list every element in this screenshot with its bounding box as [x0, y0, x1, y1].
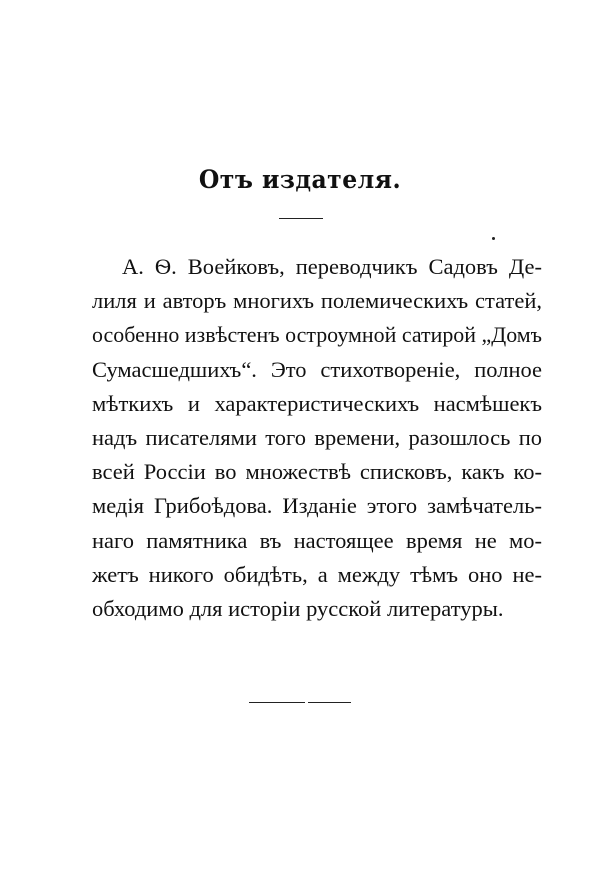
heading-divider	[279, 218, 323, 219]
text-line: надъ писателями того времени, разошлось по	[92, 424, 542, 450]
text-line: А. Ѳ. Воейковъ, переводчикъ Садовъ Де-	[122, 254, 542, 279]
text-line: жетъ никого обидѣть, а между тѣмъ оно не-	[92, 561, 542, 587]
text-line: наго памятника въ настоящее время не мо-	[92, 527, 542, 553]
text-line: обходимо для исторіи русской литературы.	[92, 595, 504, 621]
publisher-note-paragraph	[92, 250, 542, 626]
end-divider-gap	[305, 700, 308, 705]
end-divider	[249, 702, 351, 703]
page-title: Отъ издателя.	[198, 165, 402, 194]
text-line: лиля и авторъ многихъ полемическихъ статей,	[92, 288, 542, 314]
text-line: Сумасшедшихъ“. Это стихотвореніе, полное	[92, 356, 542, 382]
text-line: особенно извѣстенъ остроумной сатирой „Домъ	[92, 322, 542, 348]
text-line: медія Грибоѣдова. Изданіе этого замѣчатель-	[92, 493, 542, 519]
text-line: мѣткихъ и характеристическихъ насмѣшекъ	[92, 390, 542, 416]
text-line: всей Россіи во множествѣ списковъ, какъ ко-	[92, 459, 542, 485]
print-speck	[492, 237, 495, 240]
